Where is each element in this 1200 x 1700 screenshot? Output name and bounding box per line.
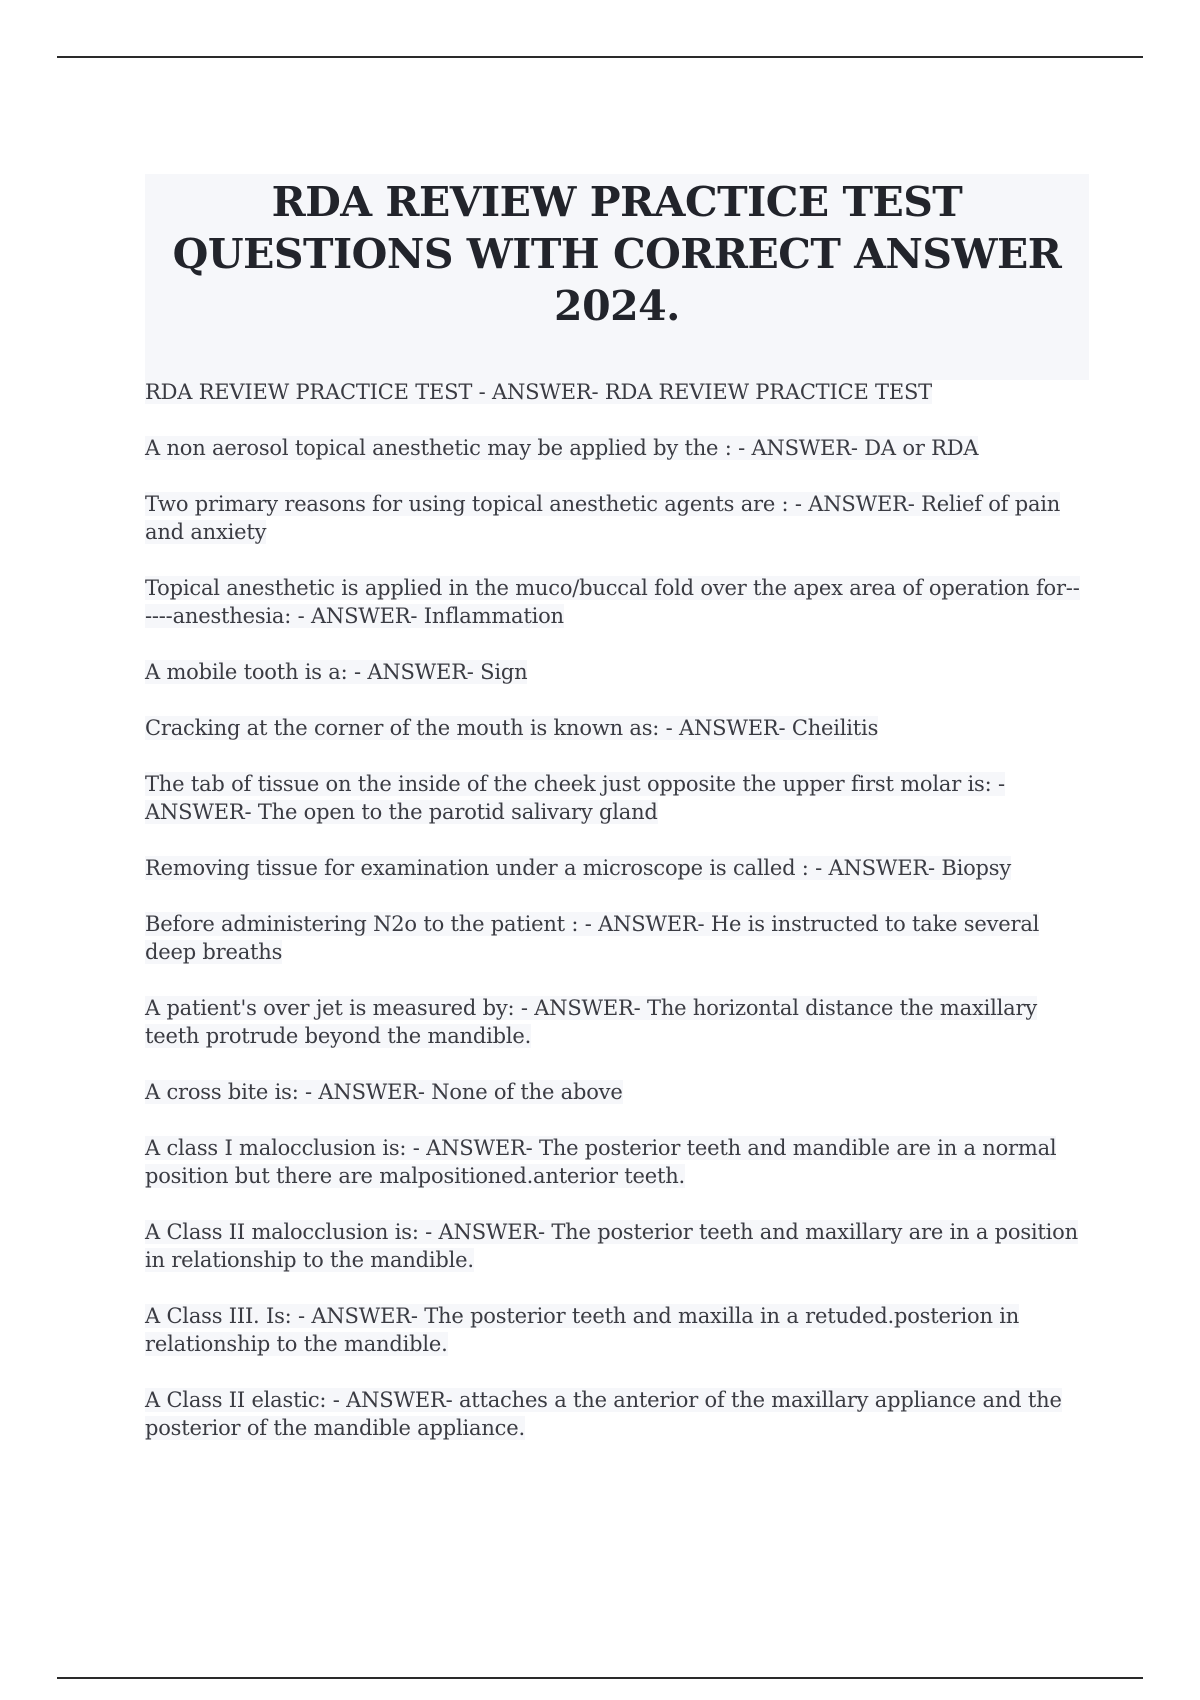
qa-item <box>145 1386 1085 1442</box>
qa-item <box>145 1078 1085 1106</box>
qa-item <box>145 994 1085 1050</box>
qa-item-text: A non aerosol topical anesthetic may be applied by the : - ANSWER- DA or RDA <box>145 436 979 460</box>
qa-item <box>145 378 1085 406</box>
title-block <box>145 174 1089 380</box>
qa-item <box>145 658 1085 686</box>
qa-item <box>145 1218 1085 1274</box>
qa-item <box>145 714 1085 742</box>
qa-list <box>145 378 1085 1470</box>
qa-item-text: Removing tissue for examination under a microscope is called : - ANSWER- Biopsy <box>145 856 1012 880</box>
qa-item <box>145 770 1085 826</box>
qa-item <box>145 434 1085 462</box>
qa-item-text: Two primary reasons for using topical anesthetic agents are : - ANSWER- Relief of pain and anxiety <box>145 492 1061 544</box>
qa-item-text: Cracking at the corner of the mouth is known as: - ANSWER- Cheilitis <box>145 716 879 740</box>
bottom-rule <box>57 1677 1143 1679</box>
qa-item-text: A Class II elastic: - ANSWER- attaches a the anterior of the maxillary appliance and the posterior of the mandible appliance. <box>145 1388 1062 1440</box>
document-title: RDA REVIEW PRACTICE TEST QUESTIONS WITH CORRECT ANSWER 2024. <box>172 178 1062 330</box>
qa-item-text: A mobile tooth is a: - ANSWER- Sign <box>145 660 528 684</box>
qa-item <box>145 1134 1085 1190</box>
qa-item-text: A Class II malocclusion is: - ANSWER- The posterior teeth and maxillary are in a position in relationship to the mandible. <box>145 1220 1078 1272</box>
qa-item <box>145 490 1085 546</box>
qa-item-text: RDA REVIEW PRACTICE TEST - ANSWER- RDA REVIEW PRACTICE TEST <box>145 380 932 404</box>
qa-item <box>145 574 1085 630</box>
qa-item <box>145 854 1085 882</box>
qa-item-text: Topical anesthetic is applied in the muco/buccal fold over the apex area of operation for------anesthesia: - ANSWER- Inflammation <box>145 576 1080 628</box>
qa-item <box>145 910 1085 966</box>
qa-item-text: A Class III. Is: - ANSWER- The posterior teeth and maxilla in a retuded.posterion in relationship to the mandible. <box>145 1304 1020 1356</box>
qa-item-text: The tab of tissue on the inside of the cheek just opposite the upper first molar is: - ANSWER- The open to the parotid salivary gland <box>145 772 1005 824</box>
qa-item-text: A class I malocclusion is: - ANSWER- The posterior teeth and mandible are in a normal position but there are malpositioned.anterior teeth. <box>145 1136 1057 1188</box>
top-rule <box>57 56 1143 58</box>
qa-item-text: A patient's over jet is measured by: - ANSWER- The horizontal distance the maxillary teeth protrude beyond the mandible. <box>145 996 1037 1048</box>
qa-item-text: A cross bite is: - ANSWER- None of the above <box>145 1080 623 1104</box>
qa-item-text: Before administering N2o to the patient : - ANSWER- He is instructed to take several deep breaths <box>145 912 1040 964</box>
qa-item <box>145 1302 1085 1358</box>
